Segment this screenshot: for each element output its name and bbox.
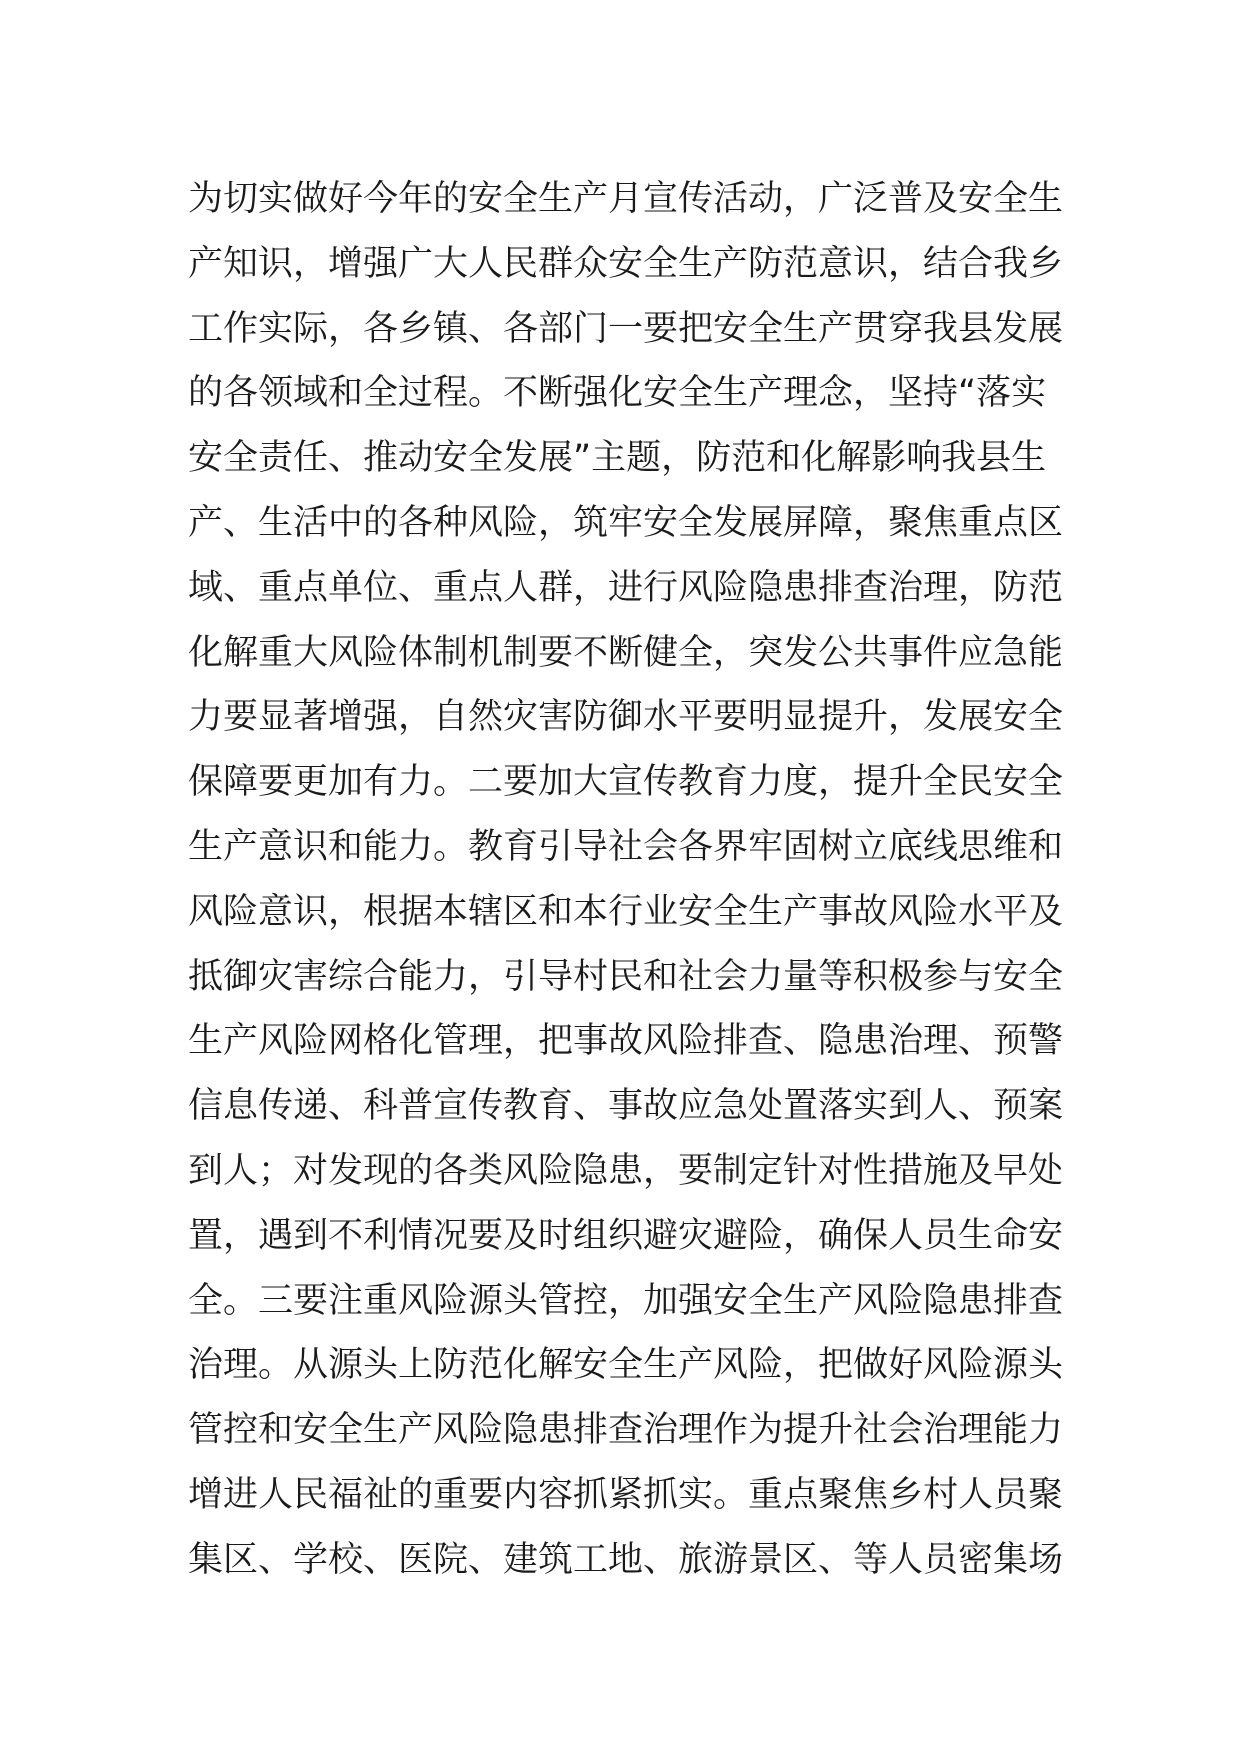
text-line: 集区、学校、医院、建筑工地、旅游景区、等人员密集场 [188,1539,1064,1580]
text-line: 置，遇到不利情况要及时组织避灾避险，确保人员生命安 [188,1215,1064,1256]
body-text [188,167,1068,1593]
text-line: 抵御灾害综合能力，引导村民和社会力量等积极参与安全 [188,956,1064,997]
text-line: 产、生活中的各种风险，筑牢安全发展屏障，聚焦重点区 [188,502,1064,543]
text-line: 保障要更加有力。二要加大宣传教育力度，提升全民安全 [188,762,1064,803]
text-line: 化解重大风险体制机制要不断健全，突发公共事件应急能 [188,632,1064,673]
text-line: 生产风险网格化管理，把事故风险排查、隐患治理、预警 [188,1021,1064,1062]
text-line: 为切实做好今年的安全生产月宣传活动，广泛普及安全生 [188,179,1064,219]
text-line: 信息传递、科普宣传教育、事故应急处置落实到人、预案 [188,1086,1064,1127]
text-line: 到人；对发现的各类风险隐患，要制定针对性措施及早处 [188,1150,1064,1191]
text-line: 管控和安全生产风险隐患排查治理作为提升社会治理能力 [188,1410,1064,1451]
text-line: 域、重点单位、重点人群，进行风险隐患排查治理，防范 [188,567,1064,608]
text-line: 的各领域和全过程。不断强化安全生产理念，坚持“落实 [188,373,1047,414]
text-line: 工作实际，各乡镇、各部门一要把安全生产贯穿我县发展 [188,308,1064,349]
text-line: 治理。从源头上防范化解安全生产风险，把做好风险源头 [188,1345,1064,1386]
text-line: 增进人民福祉的重要内容抓紧抓实。重点聚焦乡村人员聚 [188,1474,1064,1515]
text-line: 产知识，增强广大人民群众安全生产防范意识，结合我乡 [188,243,1064,284]
text-line: 风险意识，根据本辖区和本行业安全生产事故风险水平及 [188,891,1064,932]
text-line: 生产意识和能力。教育引导社会各界牢固树立底线思维和 [188,826,1064,867]
text-line: 全。三要注重风险源头管控，加强安全生产风险隐患排查 [188,1280,1064,1321]
text-line: 安全责任、推动安全发展”主题，防范和化解影响我县生 [188,438,1047,479]
text-line: 力要显著增强，自然灾害防御水平要明显提升，发展安全 [188,697,1064,738]
